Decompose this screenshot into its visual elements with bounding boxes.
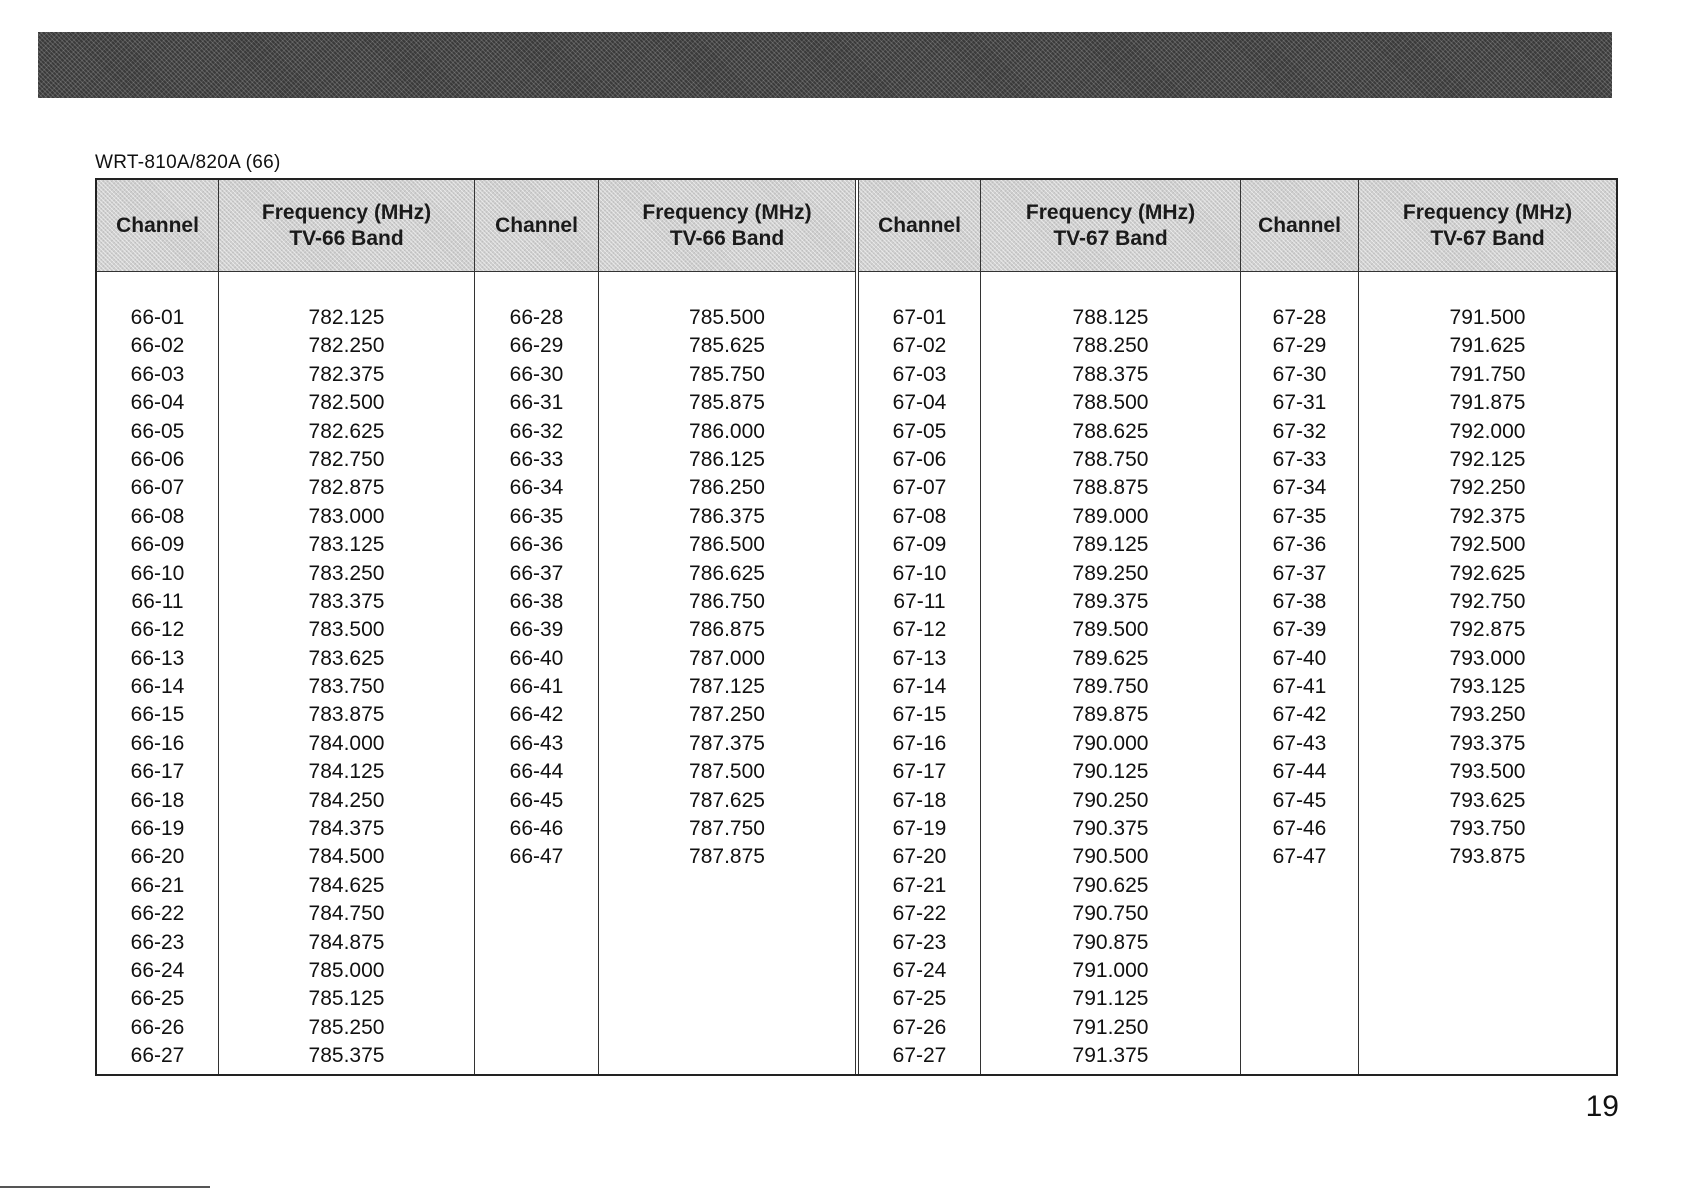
channel-cell: 67-38 <box>1272 589 1327 613</box>
frequency-cell: 792.250 <box>1449 476 1526 500</box>
channel-cell: 67-35 <box>1272 504 1327 528</box>
channel-cell: 66-10 <box>130 561 185 585</box>
channel-cell: 67-31 <box>1272 391 1327 415</box>
channel-cell: 67-33 <box>1272 447 1327 471</box>
channel-cell: 66-33 <box>509 447 564 471</box>
frequency-cell: 790.250 <box>1072 788 1149 812</box>
channel-cell: 66-15 <box>130 703 185 727</box>
page-number: 19 <box>1585 1090 1619 1123</box>
frequency-cell: 787.625 <box>689 788 765 812</box>
frequency-cell: 789.375 <box>1072 589 1149 613</box>
frequency-cell: 784.875 <box>308 930 385 954</box>
frequency-cell: 785.125 <box>308 987 385 1011</box>
frequency-column-1 <box>219 180 475 1074</box>
frequency-cell: 791.000 <box>1072 958 1149 982</box>
channel-cell: 67-01 <box>892 306 947 329</box>
channel-cell: 66-37 <box>509 561 564 585</box>
channel-cell: 66-03 <box>130 362 185 386</box>
channel-cell: 67-47 <box>1272 845 1327 869</box>
frequency-cell: 785.375 <box>308 1044 385 1068</box>
channel-cell: 67-09 <box>892 533 947 557</box>
frequency-cell: 788.375 <box>1072 362 1149 386</box>
frequency-cell: 784.750 <box>308 902 385 926</box>
channel-cell: 67-08 <box>892 504 947 528</box>
frequency-table <box>95 178 1618 1076</box>
frequency-cell: 785.250 <box>308 1015 385 1039</box>
frequency-cell: 791.250 <box>1072 1015 1149 1039</box>
frequency-cell: 786.500 <box>689 533 765 557</box>
divider <box>0 1186 210 1188</box>
channel-cell: 67-16 <box>892 731 947 755</box>
channel-cell: 66-28 <box>509 306 564 329</box>
channel-cell: 67-40 <box>1272 646 1327 670</box>
frequency-cell: 786.250 <box>689 476 765 500</box>
channel-cell: 66-35 <box>509 504 564 528</box>
frequency-cell: 785.000 <box>308 958 385 982</box>
frequency-cell: 791.750 <box>1449 362 1526 386</box>
frequency-cell: 788.500 <box>1072 391 1149 415</box>
frequency-cell: 793.625 <box>1449 788 1526 812</box>
channel-cell: 66-16 <box>130 731 185 755</box>
channel-cell: 66-31 <box>509 391 564 415</box>
channel-cell: 66-41 <box>509 675 564 699</box>
channel-cell: 67-29 <box>1272 334 1327 358</box>
frequency-cell: 784.125 <box>308 760 385 784</box>
frequency-cell: 790.750 <box>1072 902 1149 926</box>
frequency-cell: 783.875 <box>308 703 385 727</box>
channel-cell: 66-38 <box>509 589 564 613</box>
frequency-cell: 783.750 <box>308 675 385 699</box>
frequency-cell: 782.500 <box>308 391 385 415</box>
channel-cell: 66-22 <box>130 902 185 926</box>
frequency-header: Frequency (MHz) TV-67 Band <box>981 180 1240 272</box>
channel-cell: 66-39 <box>509 618 564 642</box>
frequency-cell: 782.875 <box>308 476 385 500</box>
frequency-cell: 793.375 <box>1449 731 1526 755</box>
frequency-cell: 789.750 <box>1072 675 1149 699</box>
channel-cell: 66-18 <box>130 788 185 812</box>
frequency-cell: 787.375 <box>689 731 765 755</box>
frequency-column-3 <box>981 180 1241 1074</box>
channel-cell: 66-25 <box>130 987 185 1011</box>
channel-cell: 66-43 <box>509 731 564 755</box>
frequency-cell: 791.375 <box>1072 1044 1149 1068</box>
frequency-cell: 785.500 <box>689 306 765 329</box>
frequency-cell: 786.125 <box>689 447 765 471</box>
channel-cell: 67-43 <box>1272 731 1327 755</box>
channel-cell: 67-32 <box>1272 419 1327 443</box>
channel-cell: 66-46 <box>509 817 564 841</box>
channel-column-1 <box>97 180 219 1074</box>
frequency-cell: 787.750 <box>689 817 765 841</box>
frequency-cell: 793.125 <box>1449 675 1526 699</box>
channel-cell: 66-32 <box>509 419 564 443</box>
frequency-cell: 791.500 <box>1449 306 1526 329</box>
channel-cell: 67-23 <box>892 930 947 954</box>
frequency-cell: 789.875 <box>1072 703 1149 727</box>
header-bar <box>38 32 1612 98</box>
frequency-cell: 787.000 <box>689 646 765 670</box>
channel-cell: 66-47 <box>509 845 564 869</box>
channel-cell: 67-14 <box>892 675 947 699</box>
channel-header: Channel <box>475 180 598 272</box>
frequency-cell: 792.500 <box>1449 533 1526 557</box>
frequency-cell: 792.125 <box>1449 447 1526 471</box>
channel-cell: 66-08 <box>130 504 185 528</box>
channel-cell: 67-02 <box>892 334 947 358</box>
channel-cell: 66-23 <box>130 930 185 954</box>
frequency-column-4 <box>1359 180 1616 1074</box>
channel-cell: 66-14 <box>130 675 185 699</box>
frequency-cell: 788.125 <box>1072 306 1149 329</box>
frequency-cell: 785.750 <box>689 362 765 386</box>
channel-cell: 67-15 <box>892 703 947 727</box>
channel-cell: 67-36 <box>1272 533 1327 557</box>
channel-cell: 66-44 <box>509 760 564 784</box>
channel-cell: 66-20 <box>130 845 185 869</box>
frequency-cell: 789.125 <box>1072 533 1149 557</box>
frequency-header: Frequency (MHz) TV-67 Band <box>1359 180 1616 272</box>
frequency-cell: 790.000 <box>1072 731 1149 755</box>
channel-cell: 67-34 <box>1272 476 1327 500</box>
frequency-cell: 783.500 <box>308 618 385 642</box>
channel-cell: 66-40 <box>509 646 564 670</box>
channel-cell: 67-39 <box>1272 618 1327 642</box>
frequency-cell: 784.625 <box>308 873 385 897</box>
channel-cell: 66-06 <box>130 447 185 471</box>
frequency-header: Frequency (MHz) TV-66 Band <box>219 180 474 272</box>
channel-cell: 67-46 <box>1272 817 1327 841</box>
channel-header: Channel <box>1241 180 1358 272</box>
channel-cell: 67-27 <box>892 1044 947 1068</box>
channel-cell: 67-21 <box>892 873 947 897</box>
channel-cell: 67-18 <box>892 788 947 812</box>
frequency-cell: 786.375 <box>689 504 765 528</box>
frequency-cell: 793.250 <box>1449 703 1526 727</box>
channel-cell: 66-45 <box>509 788 564 812</box>
channel-cell: 66-29 <box>509 334 564 358</box>
frequency-header: Frequency (MHz) TV-66 Band <box>599 180 855 272</box>
channel-cell: 67-28 <box>1272 306 1327 329</box>
frequency-cell: 789.000 <box>1072 504 1149 528</box>
channel-column-2 <box>475 180 599 1074</box>
channel-cell: 67-07 <box>892 476 947 500</box>
channel-cell: 67-11 <box>893 589 946 613</box>
frequency-cell: 784.000 <box>308 731 385 755</box>
frequency-cell: 782.375 <box>308 362 385 386</box>
frequency-cell: 790.875 <box>1072 930 1149 954</box>
frequency-cell: 791.875 <box>1449 391 1526 415</box>
frequency-cell: 785.875 <box>689 391 765 415</box>
channel-cell: 66-34 <box>509 476 564 500</box>
frequency-cell: 788.625 <box>1072 419 1149 443</box>
frequency-column-2 <box>599 180 859 1074</box>
frequency-cell: 791.625 <box>1449 334 1526 358</box>
channel-cell: 67-26 <box>892 1015 947 1039</box>
channel-cell: 67-04 <box>892 391 947 415</box>
frequency-cell: 792.750 <box>1449 589 1526 613</box>
channel-cell: 67-22 <box>892 902 947 926</box>
frequency-cell: 788.250 <box>1072 334 1149 358</box>
channel-cell: 67-37 <box>1272 561 1327 585</box>
channel-cell: 67-41 <box>1272 675 1327 699</box>
frequency-cell: 786.000 <box>689 419 765 443</box>
channel-cell: 66-27 <box>130 1044 185 1068</box>
channel-cell: 66-04 <box>130 391 185 415</box>
channel-cell: 67-30 <box>1272 362 1327 386</box>
page-title: WRT-810A/820A (66) <box>95 152 281 173</box>
channel-cell: 67-10 <box>892 561 947 585</box>
frequency-cell: 783.125 <box>308 533 385 557</box>
channel-cell: 66-24 <box>130 958 185 982</box>
frequency-cell: 784.375 <box>308 817 385 841</box>
frequency-cell: 782.625 <box>308 419 385 443</box>
channel-cell: 67-44 <box>1272 760 1327 784</box>
channel-cell: 66-42 <box>509 703 564 727</box>
channel-cell: 66-13 <box>130 646 185 670</box>
channel-cell: 66-07 <box>130 476 185 500</box>
frequency-cell: 784.250 <box>308 788 385 812</box>
channel-header: Channel <box>97 180 218 272</box>
channel-cell: 67-24 <box>892 958 947 982</box>
frequency-cell: 787.250 <box>689 703 765 727</box>
frequency-cell: 784.500 <box>308 845 385 869</box>
frequency-cell: 782.125 <box>308 306 385 329</box>
frequency-cell: 789.250 <box>1072 561 1149 585</box>
channel-cell: 67-13 <box>892 646 947 670</box>
frequency-cell: 792.375 <box>1449 504 1526 528</box>
frequency-cell: 783.625 <box>308 646 385 670</box>
channel-column-4 <box>1241 180 1359 1074</box>
channel-cell: 66-11 <box>131 589 184 613</box>
channel-cell: 66-09 <box>130 533 185 557</box>
channel-cell: 67-06 <box>892 447 947 471</box>
frequency-cell: 790.625 <box>1072 873 1149 897</box>
frequency-cell: 788.750 <box>1072 447 1149 471</box>
frequency-cell: 793.750 <box>1449 817 1526 841</box>
frequency-cell: 790.375 <box>1072 817 1149 841</box>
frequency-cell: 786.875 <box>689 618 765 642</box>
frequency-cell: 782.250 <box>308 334 385 358</box>
channel-cell: 66-01 <box>130 306 185 329</box>
channel-cell: 67-03 <box>892 362 947 386</box>
channel-cell: 66-17 <box>130 760 185 784</box>
frequency-cell: 792.000 <box>1449 419 1526 443</box>
frequency-cell: 782.750 <box>308 447 385 471</box>
frequency-cell: 793.875 <box>1449 845 1526 869</box>
frequency-cell: 793.000 <box>1449 646 1526 670</box>
frequency-cell: 788.875 <box>1072 476 1149 500</box>
channel-cell: 66-19 <box>130 817 185 841</box>
channel-cell: 66-05 <box>130 419 185 443</box>
frequency-cell: 791.125 <box>1072 987 1149 1011</box>
frequency-cell: 787.500 <box>689 760 765 784</box>
frequency-cell: 792.875 <box>1449 618 1526 642</box>
frequency-cell: 783.000 <box>308 504 385 528</box>
frequency-cell: 783.250 <box>308 561 385 585</box>
frequency-cell: 793.500 <box>1449 760 1526 784</box>
channel-cell: 67-25 <box>892 987 947 1011</box>
frequency-cell: 790.500 <box>1072 845 1149 869</box>
channel-cell: 66-26 <box>130 1015 185 1039</box>
frequency-cell: 786.625 <box>689 561 765 585</box>
channel-cell: 66-30 <box>509 362 564 386</box>
channel-cell: 67-12 <box>892 618 947 642</box>
channel-cell: 67-05 <box>892 419 947 443</box>
frequency-cell: 789.500 <box>1072 618 1149 642</box>
frequency-cell: 789.625 <box>1072 646 1149 670</box>
frequency-cell: 790.125 <box>1072 760 1149 784</box>
channel-cell: 67-19 <box>892 817 947 841</box>
channel-cell: 67-45 <box>1272 788 1327 812</box>
channel-column-3 <box>859 180 981 1074</box>
frequency-cell: 786.750 <box>689 589 765 613</box>
frequency-cell: 783.375 <box>308 589 385 613</box>
frequency-cell: 787.875 <box>689 845 765 869</box>
channel-cell: 66-21 <box>130 873 185 897</box>
frequency-cell: 792.625 <box>1449 561 1526 585</box>
channel-cell: 67-17 <box>892 760 947 784</box>
channel-cell: 66-02 <box>130 334 185 358</box>
frequency-cell: 787.125 <box>689 675 765 699</box>
channel-cell: 67-42 <box>1272 703 1327 727</box>
frequency-cell: 785.625 <box>689 334 765 358</box>
channel-cell: 67-20 <box>892 845 947 869</box>
channel-cell: 66-36 <box>509 533 564 557</box>
channel-header: Channel <box>859 180 980 272</box>
channel-cell: 66-12 <box>130 618 185 642</box>
